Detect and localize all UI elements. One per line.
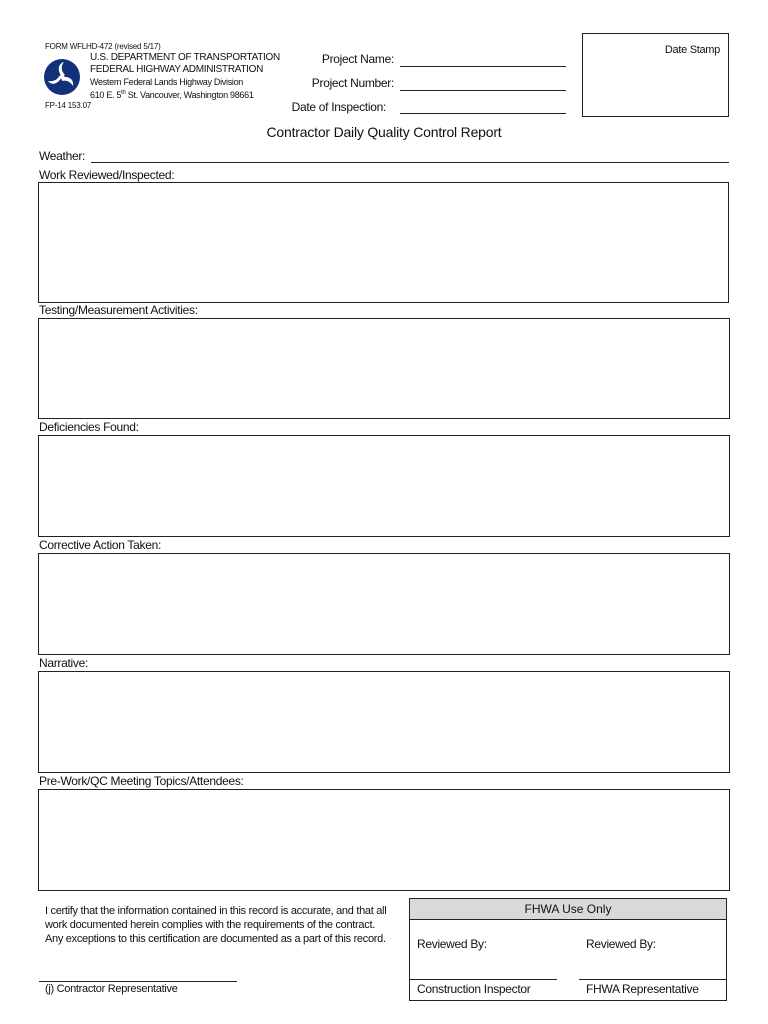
weather-label: Weather:: [39, 149, 86, 163]
agency-line-3: Western Federal Lands Highway Division: [90, 77, 244, 87]
testing-textarea[interactable]: [38, 318, 730, 419]
weather-field[interactable]: [91, 162, 729, 163]
corrective-action-label: Corrective Action Taken:: [39, 538, 161, 552]
corrective-action-textarea[interactable]: [38, 553, 730, 655]
narrative-label: Narrative:: [39, 656, 89, 670]
prework-label: Pre-Work/QC Meeting Topics/Attendees:: [39, 774, 244, 788]
agency-line-1: U.S. DEPARTMENT OF TRANSPORTATION: [90, 52, 280, 63]
fhwa-use-only-box: [409, 898, 727, 1001]
project-name-label: Project Name:: [321, 52, 394, 66]
form-number: FORM WFLHD-472 (revised 5/17): [45, 42, 161, 51]
address-sup: th: [121, 90, 126, 96]
project-number-label: Project Number:: [311, 76, 394, 90]
date-of-inspection-label: Date of Inspection:: [291, 100, 386, 114]
deficiencies-textarea[interactable]: [38, 435, 730, 537]
certification-line-2: work documented herein complies with the requirements of the contract.: [45, 919, 375, 931]
construction-inspector-label: Construction Inspector: [417, 982, 531, 996]
agency-address: [90, 88, 254, 101]
fhwa-representative-signature-line[interactable]: [579, 979, 726, 980]
narrative-textarea[interactable]: [38, 671, 730, 773]
project-number-field[interactable]: [400, 90, 566, 91]
fhwa-representative-label: FHWA Representative: [586, 982, 699, 996]
report-title: Contractor Daily Quality Control Report: [266, 124, 502, 140]
contractor-signature-label: (j) Contractor Representative: [45, 983, 178, 995]
fp-code: FP-14 153.07: [45, 101, 92, 110]
address-prefix: 610 E. 5: [90, 90, 122, 100]
reviewed-by-label-2: Reviewed By:: [586, 937, 656, 951]
deficiencies-label: Deficiencies Found:: [39, 420, 139, 434]
work-reviewed-label: Work Reviewed/Inspected:: [39, 168, 175, 182]
date-stamp-label: Date Stamp: [664, 44, 720, 56]
date-of-inspection-field[interactable]: [400, 113, 566, 114]
agency-line-2: FEDERAL HIGHWAY ADMINISTRATION: [90, 64, 264, 75]
construction-inspector-signature-line[interactable]: [410, 979, 557, 980]
usdot-logo-icon: [43, 58, 81, 96]
prework-textarea[interactable]: [38, 789, 730, 891]
work-reviewed-textarea[interactable]: [38, 182, 729, 303]
contractor-signature-line[interactable]: [39, 981, 237, 982]
date-stamp-box[interactable]: [582, 33, 729, 117]
address-suffix: St. Vancouver, Washington 98661: [125, 90, 254, 100]
testing-label: Testing/Measurement Activities:: [39, 303, 198, 317]
reviewed-by-label-1: Reviewed By:: [417, 937, 487, 951]
certification-line-1: I certify that the information contained in this record is accurate, and that all: [45, 905, 387, 917]
fhwa-use-only-header: FHWA Use Only: [410, 899, 726, 920]
certification-line-3: Any exceptions to this certification are documented as a part of this record.: [45, 933, 386, 945]
project-name-field[interactable]: [400, 66, 566, 67]
